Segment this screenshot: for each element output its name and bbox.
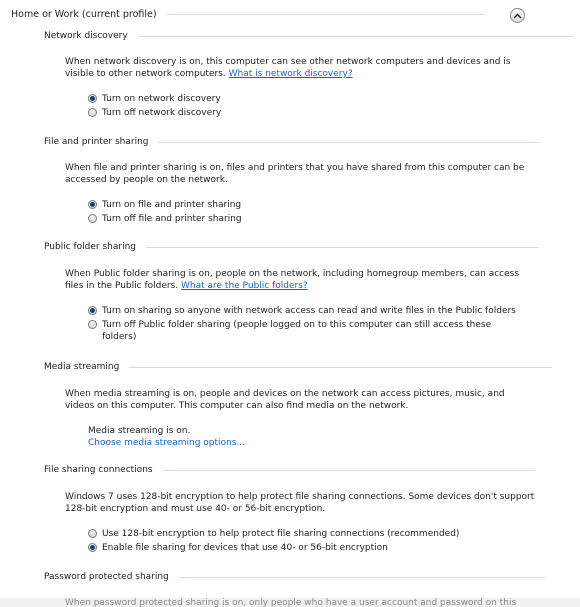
password-protected-text: When password protected sharing is on, only people who have a user account and password on this: [65, 598, 517, 607]
media-streaming-status: Media streaming is on.: [88, 426, 191, 436]
what-is-network-discovery-link[interactable]: What is network discovery?: [228, 69, 353, 79]
section-rule: [129, 367, 552, 368]
radio-selected-icon: [88, 306, 97, 315]
radio-128-bit-encryption[interactable]: [88, 528, 459, 540]
collapse-section-button[interactable]: [510, 8, 525, 23]
section-file-sharing-connections: [44, 465, 535, 475]
radio-selected-icon: [88, 200, 97, 209]
radio-label: Enable file sharing for devices that use 40- or 56-bit encryption: [102, 543, 388, 553]
radio-unselected-icon: [88, 214, 97, 223]
section-file-printer-sharing: [44, 137, 540, 147]
media-streaming-text: When media streaming is on, people and devices on the network can access pictures, music, and videos on this computer. This computer can also find media on the network.: [65, 389, 505, 411]
section-media-streaming: [44, 362, 552, 372]
radio-unselected-icon: [88, 529, 97, 538]
radio-unselected-icon: [88, 320, 97, 329]
file-sharing-connections-text: Windows 7 uses 128-bit encryption to help protect file sharing connections. Some devices don't support 128-bit encryption and must use 40- or 56-bit encryption.: [65, 492, 535, 514]
radio-label: Turn on network discovery: [102, 94, 221, 104]
file-sharing-connections-description: [65, 491, 535, 515]
section-rule: [158, 142, 540, 143]
section-rule: [163, 470, 535, 471]
profile-header-label: Home or Work (current profile): [11, 9, 157, 20]
radio-label: Turn on sharing so anyone with network access can read and write files in the Public folders: [102, 306, 516, 316]
profile-header-rule: [167, 14, 485, 15]
choose-media-streaming-link[interactable]: Choose media streaming options...: [88, 438, 246, 448]
file-printer-title: File and printer sharing: [44, 137, 149, 147]
password-protected-description-partial: [0, 594, 580, 607]
radio-turn-on-public-sharing[interactable]: [88, 305, 538, 317]
profile-header: [11, 9, 485, 20]
radio-turn-on-file-printer-sharing[interactable]: [88, 199, 241, 211]
radio-selected-icon: [88, 94, 97, 103]
radio-turn-off-network-discovery[interactable]: [88, 107, 221, 119]
radio-label: Turn off Public folder sharing (people logged on to this computer can still access these folders): [102, 320, 492, 342]
section-public-folder-sharing: [44, 242, 538, 252]
radio-40-56-bit-encryption[interactable]: [88, 542, 388, 554]
section-rule: [179, 577, 545, 578]
radio-turn-on-network-discovery[interactable]: [88, 93, 221, 105]
file-printer-text: When file and printer sharing is on, files and printers that you have shared from this computer can be accessed by people on the network.: [65, 163, 525, 185]
section-password-protected-sharing: [44, 572, 545, 582]
radio-selected-icon: [88, 543, 97, 552]
section-network-discovery: [44, 31, 574, 41]
section-rule: [138, 36, 574, 37]
public-folder-text: When Public folder sharing is on, people on the network, including homegroup members, can access files in the Public folders.: [65, 269, 520, 291]
radio-label: Turn off file and printer sharing: [102, 214, 242, 224]
media-streaming-description: [65, 388, 535, 412]
what-are-public-folders-link[interactable]: What are the Public folders?: [181, 281, 308, 291]
public-folder-title: Public folder sharing: [44, 242, 137, 252]
public-folder-description: [65, 268, 535, 292]
radio-label: Use 128-bit encryption to help protect file sharing connections (recommended): [102, 529, 460, 539]
media-streaming-title: Media streaming: [44, 362, 120, 372]
network-discovery-text: When network discovery is on, this computer can see other network computers and devices and is visible to other network computers.: [65, 57, 511, 79]
radio-label: Turn off network discovery: [102, 108, 222, 118]
chevron-up-icon: [513, 13, 522, 19]
network-discovery-title: Network discovery: [44, 31, 128, 41]
file-sharing-connections-title: File sharing connections: [44, 465, 153, 475]
radio-label: Turn on file and printer sharing: [102, 200, 242, 210]
section-rule: [146, 247, 538, 248]
radio-turn-off-public-sharing[interactable]: [88, 319, 518, 343]
radio-turn-off-file-printer-sharing[interactable]: [88, 213, 242, 225]
radio-unselected-icon: [88, 108, 97, 117]
network-discovery-description: [65, 56, 535, 80]
password-protected-title: Password protected sharing: [44, 572, 169, 582]
file-printer-description: [65, 162, 535, 186]
